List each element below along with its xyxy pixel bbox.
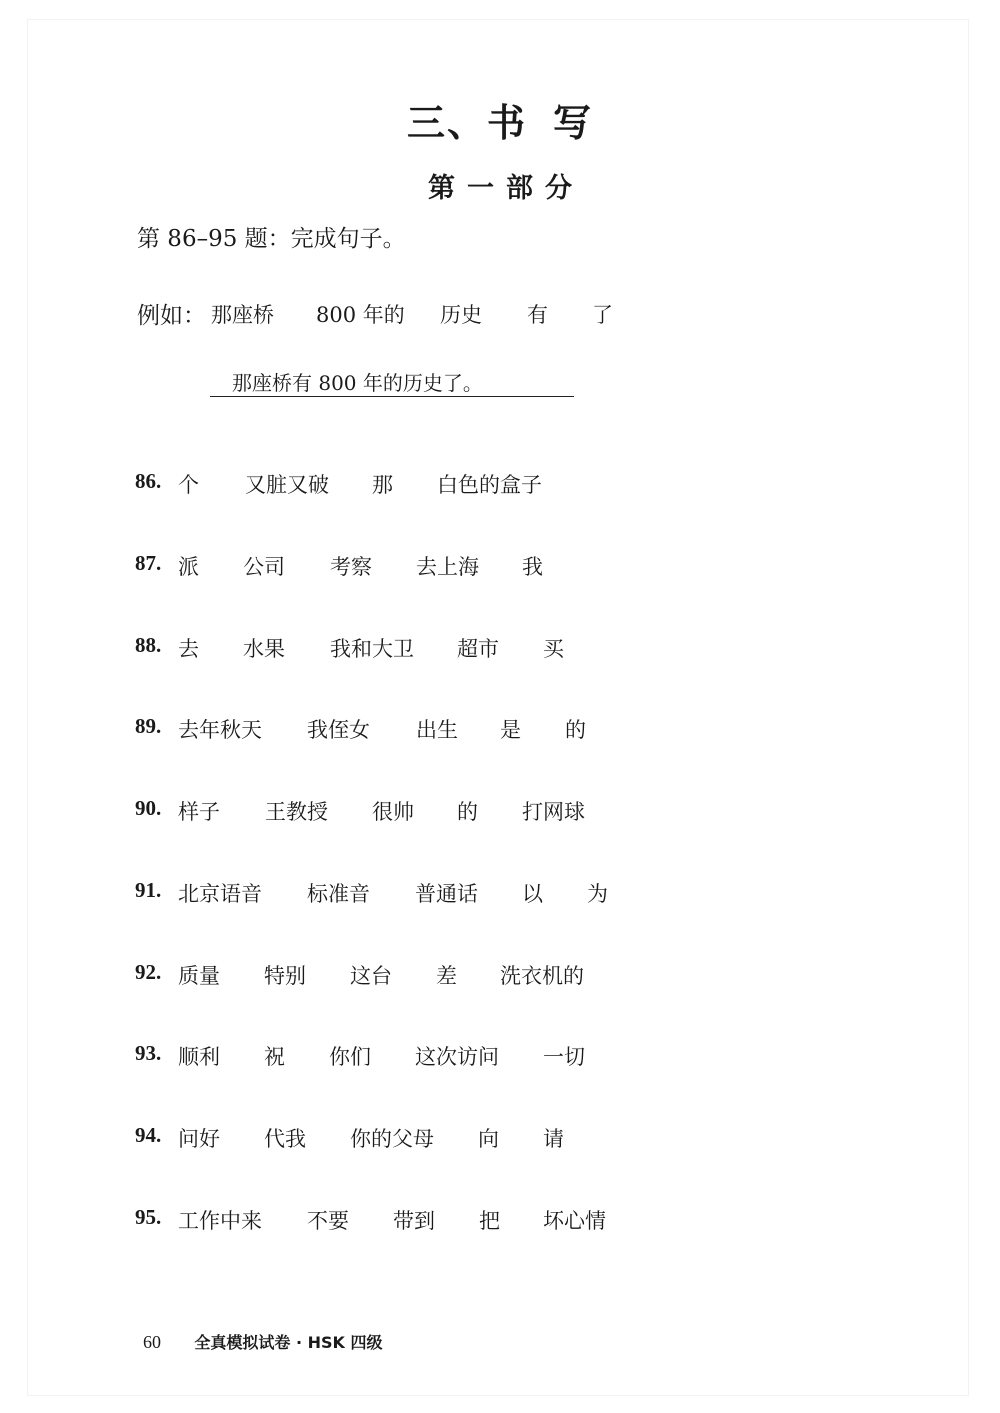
question-word: 带到 — [393, 1209, 435, 1233]
question-word: 去年秋天 — [178, 718, 262, 742]
question-word: 我 — [522, 555, 543, 579]
question-word: 出生 — [416, 718, 458, 742]
example-line — [137, 297, 613, 330]
question-word: 王教授 — [265, 800, 328, 824]
question-word: 北京语音 — [178, 882, 262, 906]
question-word: 我侄女 — [307, 718, 370, 742]
book-title: 全真模拟试卷 · HSK 四级 — [194, 1333, 383, 1352]
section-title-part-1: 三、书 — [406, 100, 527, 145]
part-title-char: 一 — [467, 173, 494, 204]
instruction: 第 86–95 题：完成句子。 — [137, 226, 406, 252]
question-number: 89. — [135, 714, 162, 738]
question-word: 顺利 — [178, 1045, 220, 1069]
part-title — [0, 166, 1000, 205]
question-word: 为 — [587, 882, 608, 906]
question-word: 去 — [178, 637, 199, 661]
question-word: 一切 — [543, 1045, 585, 1069]
example-word: 了 — [592, 303, 613, 327]
question-word: 这次访问 — [415, 1045, 499, 1069]
question-word: 考察 — [330, 555, 372, 579]
section-title-part-2: 写 — [553, 100, 594, 145]
page-number: 60 — [143, 1332, 161, 1352]
example-word: 那座桥 — [211, 303, 274, 327]
question-word: 去上海 — [416, 555, 479, 579]
question-word: 特别 — [264, 964, 306, 988]
question-word: 样子 — [178, 800, 220, 824]
question-word: 祝 — [264, 1045, 285, 1069]
question-word: 这台 — [350, 964, 392, 988]
question-word: 请 — [543, 1127, 564, 1151]
question-word: 是 — [500, 718, 521, 742]
example-lead: 例如： — [137, 303, 206, 329]
section-title — [0, 92, 1000, 147]
part-title-char: 第 — [428, 173, 455, 204]
question-word: 你的父母 — [350, 1127, 434, 1151]
question-word: 水果 — [243, 637, 285, 661]
question-word: 不要 — [307, 1209, 349, 1233]
question-word: 打网球 — [522, 800, 585, 824]
example-answer: 那座桥有 800 年的历史了。 — [210, 369, 574, 397]
part-title-char: 分 — [545, 173, 572, 204]
example-word: 有 — [527, 303, 548, 327]
question-word: 我和大卫 — [330, 637, 414, 661]
question-word: 质量 — [178, 964, 220, 988]
question-word: 你们 — [329, 1045, 371, 1069]
question-word: 公司 — [243, 555, 285, 579]
question-number: 93. — [135, 1041, 162, 1065]
question-word: 普通话 — [415, 882, 478, 906]
example-word: 历史 — [440, 303, 482, 327]
question-word: 很帅 — [372, 800, 414, 824]
question-word: 标准音 — [307, 882, 370, 906]
question-word: 派 — [178, 555, 199, 579]
question-word: 把 — [479, 1209, 500, 1233]
question-number: 95. — [135, 1205, 162, 1229]
question-word: 以 — [522, 882, 543, 906]
question-number: 92. — [135, 960, 162, 984]
question-number: 86. — [135, 469, 162, 493]
question-number: 91. — [135, 878, 162, 902]
question-word: 洗衣机的 — [500, 964, 584, 988]
part-title-char: 部 — [506, 173, 533, 204]
question-number: 90. — [135, 796, 162, 820]
question-word: 超市 — [457, 637, 499, 661]
question-word: 个 — [178, 473, 199, 497]
question-word: 问好 — [178, 1127, 220, 1151]
question-word: 又脏又破 — [245, 473, 329, 497]
question-word: 的 — [565, 718, 586, 742]
question-word: 代我 — [264, 1127, 306, 1151]
question-word: 的 — [457, 800, 478, 824]
question-word: 买 — [543, 637, 564, 661]
example-word: 800 年的 — [316, 303, 405, 327]
question-word: 工作中来 — [178, 1209, 262, 1233]
page-footer — [143, 1330, 383, 1353]
question-word: 坏心情 — [543, 1209, 606, 1233]
question-number: 88. — [135, 633, 162, 657]
question-word: 差 — [436, 964, 457, 988]
question-number: 94. — [135, 1123, 162, 1147]
question-word: 白色的盒子 — [437, 473, 542, 497]
question-number: 87. — [135, 551, 162, 575]
question-word: 向 — [478, 1127, 499, 1151]
question-word: 那 — [372, 473, 393, 497]
